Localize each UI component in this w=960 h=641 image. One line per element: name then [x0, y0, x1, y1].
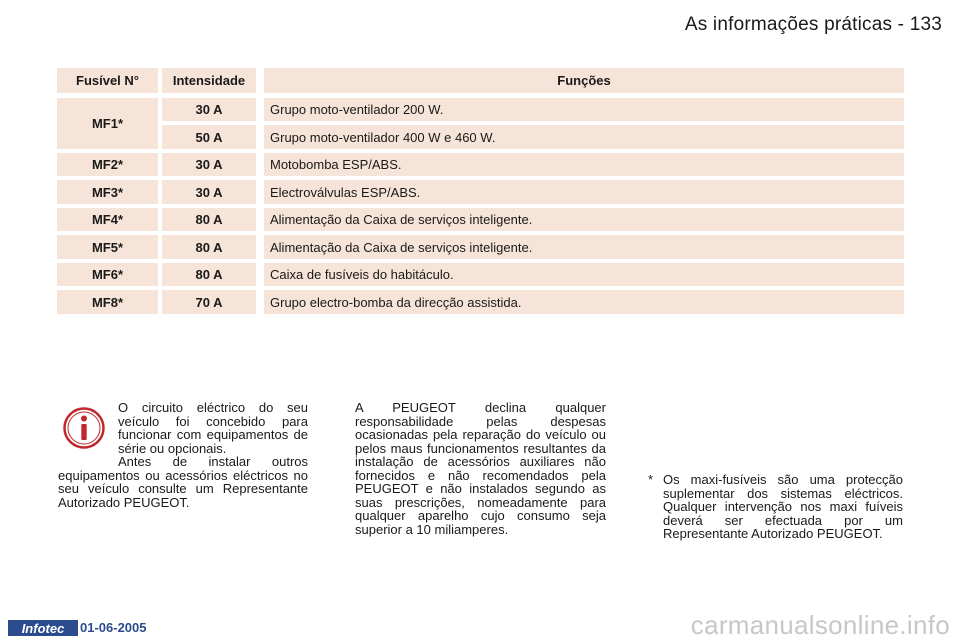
- function-cell: Electroválvulas ESP/ABS.: [264, 180, 904, 204]
- note-liability: [355, 401, 606, 536]
- amps-cell: 80 A: [162, 263, 256, 286]
- note-paragraph: Antes de instalar outros equipamentos ou acessórios eléctricos no seu veículo consulte um Representante Autorizado PEUGEOT.: [58, 454, 308, 510]
- function-cell: Alimentação da Caixa de serviços inteligente.: [264, 235, 904, 259]
- note-paragraph: A PEUGEOT declina qualquer responsabilidade pelas despesas ocasionadas pela reparação do veículo ou pelos maus funcionamentos resultantes da instalação de acessórios auxiliares não fornecidos e não recomendados pela PEUGEOT e não instalados segundo as suas prescrições, nomeadamente para qualquer aparelho cujo consumo seja superior a 10 miliamperes.: [355, 400, 606, 537]
- fuse-id-cell: MF4*: [57, 208, 158, 231]
- function-cell: Motobomba ESP/ABS.: [264, 153, 904, 176]
- note-paragraph: Os maxi-fusíveis são uma protecção suplementar dos sistemas eléctricos. Qualquer intervenção nos maxi fuíveis deverá ser efectuada por um Representante Autorizado PEUGEOT.: [663, 472, 903, 541]
- fuse-id-cell: MF1*: [57, 98, 158, 149]
- function-cell: Caixa de fusíveis do habitáculo.: [264, 263, 904, 286]
- col-header-functions: Funções: [264, 68, 904, 93]
- amps-cell: 50 A: [162, 125, 256, 149]
- footnote-mark: *: [648, 472, 654, 487]
- note-intro: [118, 401, 308, 455]
- function-cell: Grupo electro-bomba da direcção assistida.: [264, 290, 904, 314]
- amps-cell: 30 A: [162, 98, 256, 121]
- function-cell: Grupo moto-ventilador 200 W.: [264, 98, 904, 121]
- footnote-text: [663, 473, 903, 541]
- footer-date: 01-06-2005: [80, 620, 147, 635]
- amps-cell: 80 A: [162, 208, 256, 231]
- amps-cell: 70 A: [162, 290, 256, 314]
- function-cell: Grupo moto-ventilador 400 W e 460 W.: [264, 125, 904, 149]
- amps-cell: 30 A: [162, 180, 256, 204]
- fuse-id-cell: MF3*: [57, 180, 158, 204]
- infotec-logo: Infotec: [8, 620, 78, 636]
- note-paragraph: O circuito eléctrico do seu veículo foi concebido para funcionar com equipamentos de série ou opcionais.: [118, 400, 308, 456]
- fuse-id-cell: MF8*: [57, 290, 158, 314]
- col-header-fuse: Fusível N°: [57, 68, 158, 93]
- fuse-id-cell: MF2*: [57, 153, 158, 176]
- note-install: [58, 455, 308, 509]
- page-title: As informações práticas - 133: [684, 14, 942, 35]
- col-header-amps: Intensidade: [162, 68, 256, 93]
- info-icon: [62, 406, 106, 450]
- fuse-id-cell: MF5*: [57, 235, 158, 259]
- watermark: carmanualsonline.info: [690, 610, 950, 640]
- fuse-id-cell: MF6*: [57, 263, 158, 286]
- function-cell: Alimentação da Caixa de serviços inteligente.: [264, 208, 904, 231]
- amps-cell: 80 A: [162, 235, 256, 259]
- amps-cell: 30 A: [162, 153, 256, 176]
